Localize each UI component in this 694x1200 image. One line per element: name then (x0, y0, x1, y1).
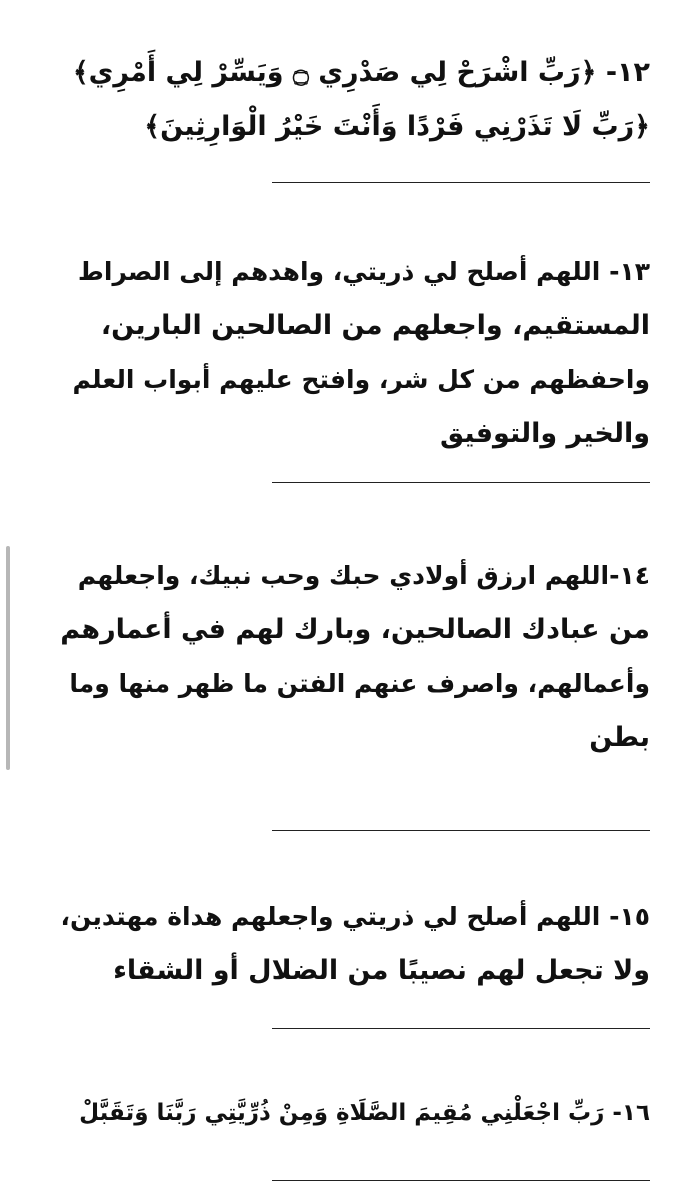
dua-item-15 (60, 890, 650, 998)
dua-line: واحفظهم من كل شر، وافتح عليهم أبواب العلم (72, 365, 650, 394)
dua-item-16 (60, 1086, 650, 1140)
dua-line: المستقيم، واجعلهم من الصالحين البارين، (100, 310, 650, 341)
dua-line: ١٢- ﴿رَبِّ اشْرَحْ لِي صَدْرِي ۝ وَيَسِّرْ لِي أَمْرِي﴾ (72, 57, 650, 88)
section-divider (272, 1028, 650, 1029)
dua-line: ولا تجعل لهم نصيبًا من الضلال أو الشقاء (113, 955, 650, 986)
dua-line: من عبادك الصالحين، وبارك لهم في أعمارهم (60, 614, 650, 645)
dua-line: ١٤-اللهم ارزق أولادي حبك وحب نبيك، واجعلهم (77, 561, 650, 590)
dua-line: ١٦- رَبِّ اجْعَلْنِي مُقِيمَ الصَّلَاةِ وَمِنْ ذُرِّيَّتِي رَبَّنَا وَتَقَبَّلْ (79, 1100, 650, 1126)
section-divider (272, 182, 650, 183)
dua-line: ﴿رَبِّ لَا تَذَرْنِي فَرْدًا وَأَنْتَ خَيْرُ الْوَارِثِينَ﴾ (144, 111, 650, 142)
dua-item-12 (60, 46, 650, 154)
section-divider (272, 830, 650, 831)
dua-item-13 (60, 245, 650, 461)
section-divider (272, 482, 650, 483)
dua-line: والخير والتوفيق (439, 418, 650, 449)
dua-line: بطن (589, 722, 650, 753)
dua-line: ١٣- اللهم أصلح لي ذريتي، واهدهم إلى الصراط (77, 257, 650, 286)
dua-line: وأعمالهم، واصرف عنهم الفتن ما ظهر منها وما (69, 669, 650, 698)
dua-line: ١٥- اللهم أصلح لي ذريتي واجعلهم هداة مهتدين، (60, 902, 650, 931)
section-divider (272, 1180, 650, 1181)
dua-item-14 (60, 549, 650, 765)
